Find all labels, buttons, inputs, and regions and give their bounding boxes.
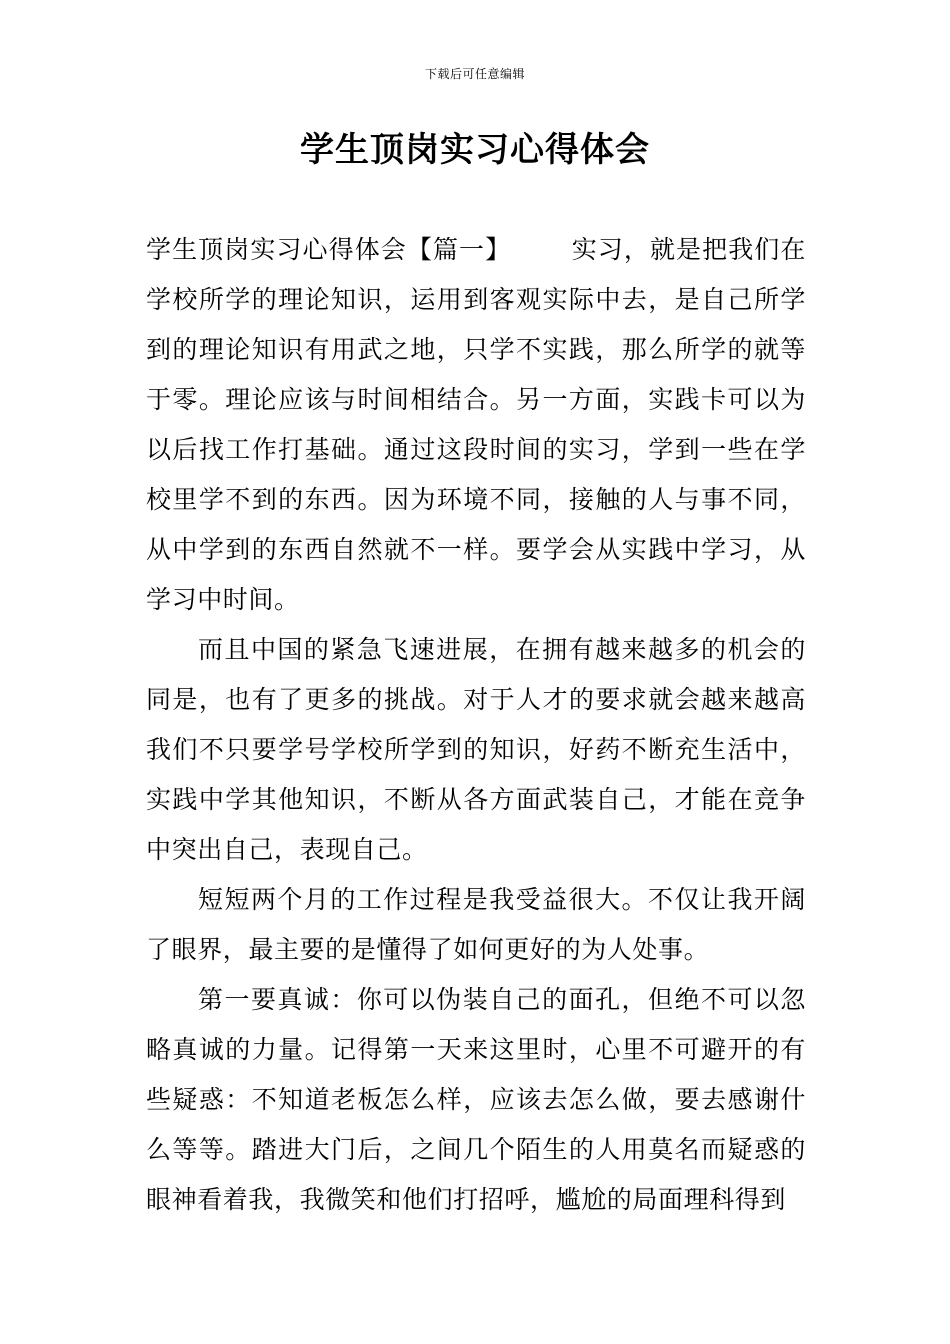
paragraph-3: 短短两个月的工作过程是我受益很大。不仅让我开阔了眼界，最主要的是懂得了如何更好的为人处事。	[146, 885, 806, 964]
paragraph-1	[146, 225, 806, 625]
paragraph-4: 第一要真诚：你可以伪装自己的面孔，但绝不可以忽略真诚的力量。记得第一天来这里时，心里不可避开的有些疑惑：不知道老板怎么样，应该去怎么做，要去感谢什么等等。踏进大门后，之间几个陌生的人用莫名而疑惑的眼神看着我，我微笑和他们打招呼，尴尬的局面理科得到	[146, 985, 806, 1214]
document-title: 学生顶岗实习心得体会	[300, 130, 650, 170]
page-header-note: 下载后可任意编辑	[424, 67, 525, 81]
paragraph-2: 而且中国的紧急飞速进展，在拥有越来越多的机会的同是，也有了更多的挑战。对于人才的要求就会越来越高我们不只要学号学校所学到的知识，好药不断充生活中，实践中学其他知识，不断从各方面武装自己，才能在竞争中突出自己，表现自己。	[146, 635, 806, 864]
paragraph-1-text: 实习，就是把我们在学校所学的理论知识，运用到客观实际中去，是自己所学到的理论知识有用武之地，只学不实践，那么所学的就等于零。理论应该与时间相结合。另一方面，实践卡可以为以后找工作打基础。通过这段时间的实习，学到一些在学校里学不到的东西。因为环境不同，接触的人与事不同，从中学到的东西自然就不一样。要学会从实践中学习，从学习中时间。	[146, 235, 806, 614]
document-body	[146, 225, 806, 1225]
section-heading: 学生顶岗实习心得体会【篇一】	[146, 235, 512, 264]
